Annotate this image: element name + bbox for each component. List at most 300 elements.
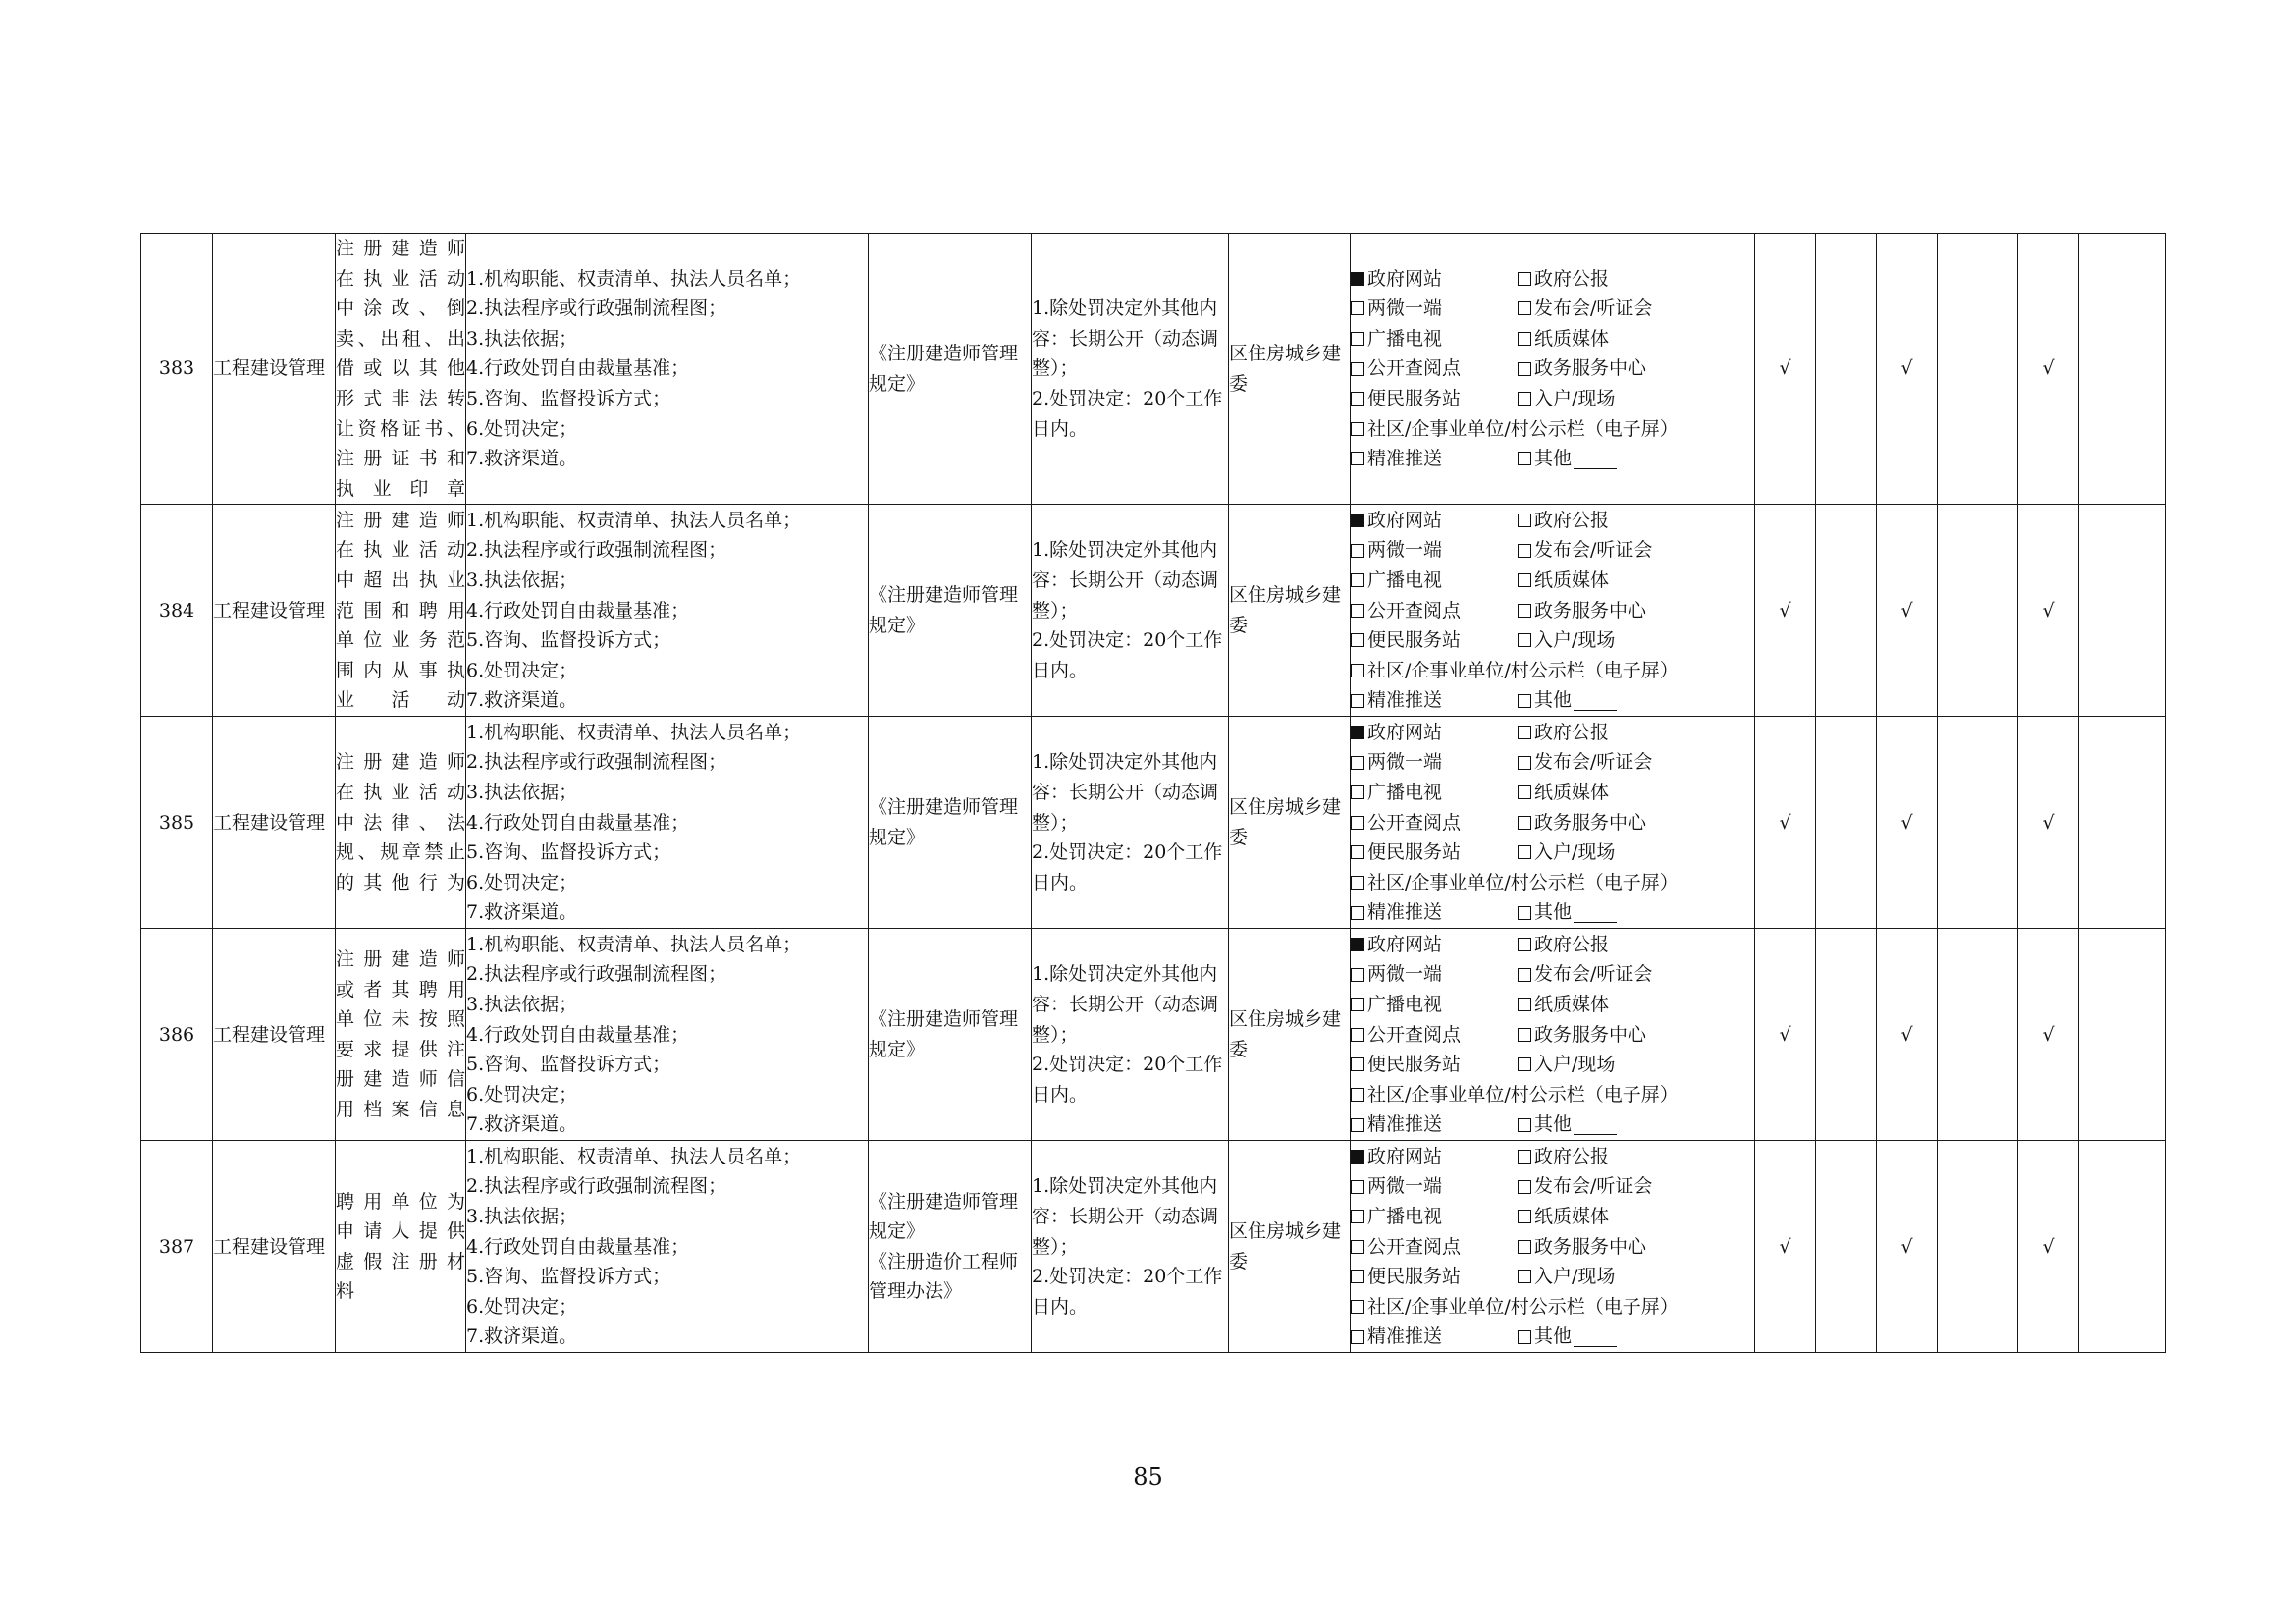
channel-label: 精准推送: [1367, 901, 1443, 924]
channel-option[interactable]: [1351, 685, 1518, 716]
channel-option[interactable]: [1351, 324, 1518, 354]
channel-option[interactable]: [1518, 444, 1617, 474]
table-row: [141, 1141, 2166, 1353]
channel-label: 精准推送: [1367, 1113, 1443, 1136]
checkbox-icon[interactable]: [1351, 1240, 1364, 1254]
channel-option[interactable]: [1518, 1142, 1609, 1172]
checkbox-icon[interactable]: [1518, 362, 1531, 376]
checkbox-icon[interactable]: [1351, 968, 1364, 982]
basis-line: 《注册建造师管理规定》: [869, 1190, 1019, 1243]
checkbox-icon[interactable]: [1518, 392, 1531, 406]
channel-option[interactable]: [1351, 808, 1518, 839]
time-cell: [1032, 717, 1229, 929]
basis-line: 《注册建造师管理规定》: [869, 343, 1019, 395]
channel-label: 公开查阅点: [1367, 811, 1462, 834]
checkbox-icon[interactable]: [1518, 756, 1531, 770]
check-cell: [1877, 717, 1938, 929]
channel-row: [1351, 990, 1754, 1020]
check-cell: [1755, 234, 1816, 505]
channel-label: 两微一端: [1367, 1175, 1443, 1198]
channel-option[interactable]: [1351, 414, 1679, 445]
matter-line: 虚假注册材: [336, 1250, 465, 1272]
item-number-cell: [141, 505, 213, 717]
content-line: 4.行政处罚自由裁量基准；: [466, 357, 690, 380]
channel-label: 发布会/听证会: [1534, 963, 1653, 986]
checkbox-icon[interactable]: [1351, 633, 1364, 647]
checkbox-icon[interactable]: [1518, 1240, 1531, 1254]
channel-option[interactable]: [1518, 384, 1615, 414]
channel-option[interactable]: [1518, 1322, 1617, 1352]
channel-label: 政府网站: [1367, 933, 1443, 955]
category-cell: [213, 929, 336, 1141]
checkbox-icon[interactable]: [1351, 876, 1364, 890]
channel-label: 政府公报: [1534, 509, 1610, 531]
matter-line: 在执业活动: [336, 781, 465, 803]
content-line: 6.处罚决定；: [466, 1083, 578, 1106]
check-cell: [2079, 234, 2166, 505]
fill-in-blank[interactable]: [1574, 1114, 1617, 1135]
checkbox-icon[interactable]: [1518, 1210, 1531, 1223]
channel-label: 入户/现场: [1534, 1266, 1616, 1288]
matter-line: 中涂改、倒: [336, 298, 465, 320]
checkbox-icon[interactable]: [1518, 633, 1531, 647]
channels-cell: [1351, 929, 1755, 1141]
check-cell: [1816, 717, 1877, 929]
content-line: 3.执法依据；: [466, 327, 578, 350]
checkbox-icon[interactable]: [1351, 845, 1364, 859]
content-line: 6.处罚决定；: [466, 871, 578, 893]
category-text: 工程建设管理: [213, 599, 326, 622]
channel-option[interactable]: [1518, 535, 1652, 566]
checkbox-icon[interactable]: [1351, 756, 1364, 770]
channel-option[interactable]: [1518, 718, 1609, 748]
channel-option[interactable]: [1351, 897, 1518, 928]
check-cell: [2018, 234, 2079, 505]
channel-option[interactable]: [1351, 1171, 1518, 1202]
content-cell: [466, 929, 869, 1141]
channel-label: 发布会/听证会: [1534, 1175, 1653, 1198]
channel-option[interactable]: [1351, 1292, 1679, 1323]
channel-option[interactable]: [1518, 1262, 1615, 1292]
channel-label: 纸质媒体: [1534, 327, 1610, 350]
check-mark: √: [2042, 811, 2055, 834]
basis-line: 《注册造价工程师管理办法》: [869, 1250, 1019, 1303]
channels-cell: [1351, 234, 1755, 505]
content-line: 7.救济渠道。: [466, 689, 578, 712]
channel-row: [1351, 897, 1754, 928]
check-cell: [2079, 505, 2166, 717]
check-cell: [2079, 929, 2166, 1141]
channel-option[interactable]: [1351, 1142, 1518, 1172]
channel-label: 政府网站: [1367, 267, 1443, 290]
channel-label: 入户/现场: [1534, 841, 1616, 864]
matter-line: 规、规章禁止: [336, 841, 465, 864]
checkbox-icon[interactable]: [1351, 1330, 1364, 1344]
channel-label: 两微一端: [1367, 751, 1443, 774]
fill-in-blank[interactable]: [1574, 449, 1617, 469]
check-mark: √: [1900, 357, 1913, 380]
check-cell: [2018, 717, 2079, 929]
matter-line: 申请人提供: [336, 1220, 465, 1243]
checkbox-icon[interactable]: [1351, 1028, 1364, 1042]
channel-option[interactable]: [1351, 778, 1518, 808]
channel-option[interactable]: [1351, 294, 1518, 324]
channel-label: 便民服务站: [1367, 1054, 1462, 1076]
channel-label: 社区/企事业单位/村公示栏（电子屏）: [1367, 659, 1679, 681]
channel-option[interactable]: [1518, 566, 1609, 596]
channel-option[interactable]: [1351, 747, 1518, 778]
channel-row: [1351, 1232, 1754, 1263]
channel-option[interactable]: [1518, 747, 1652, 778]
checkbox-icon[interactable]: [1351, 1210, 1364, 1223]
fill-in-blank[interactable]: [1574, 902, 1617, 923]
content-cell: [466, 717, 869, 929]
channel-row: [1351, 535, 1754, 566]
checkbox-icon[interactable]: [1518, 1180, 1531, 1194]
checkbox-icon[interactable]: [1518, 1028, 1531, 1042]
checkbox-icon[interactable]: [1518, 845, 1531, 859]
time-line: 2.处罚决定：20个工作日内。: [1032, 387, 1223, 440]
checkbox-icon[interactable]: [1518, 1150, 1531, 1164]
table-body: [141, 234, 2166, 1353]
checkbox-icon[interactable]: [1518, 544, 1531, 558]
channel-option[interactable]: [1518, 294, 1652, 324]
matter-line: 或者其聘用: [336, 978, 465, 1001]
content-line: 7.救济渠道。: [466, 901, 578, 924]
channel-row: [1351, 959, 1754, 990]
channel-label: 其他: [1534, 1326, 1573, 1348]
channel-option[interactable]: [1518, 506, 1609, 536]
matter-line: 范围和聘用: [336, 599, 465, 622]
channel-row: [1351, 778, 1754, 808]
checkbox-icon[interactable]: [1518, 1118, 1531, 1132]
check-mark: √: [1900, 599, 1913, 622]
check-cell: [1816, 929, 1877, 1141]
channel-label: 精准推送: [1367, 1326, 1443, 1348]
channel-label: 政府公报: [1534, 267, 1610, 290]
channel-label: 社区/企事业单位/村公示栏（电子屏）: [1367, 1295, 1679, 1318]
checkbox-icon[interactable]: [1351, 362, 1364, 376]
channel-label: 政务服务中心: [1534, 357, 1647, 380]
time-line: 1.除处罚决定外其他内容：长期公开（动态调整）；: [1032, 751, 1219, 834]
channel-label: 其他: [1534, 689, 1573, 712]
channel-row: [1351, 656, 1754, 686]
checked-box-icon[interactable]: [1351, 1150, 1364, 1164]
checkbox-icon[interactable]: [1518, 968, 1531, 982]
content-line: 4.行政处罚自由裁量基准；: [466, 599, 690, 622]
time-line: 1.除处罚决定外其他内容：长期公开（动态调整）；: [1032, 963, 1219, 1046]
checkbox-icon[interactable]: [1518, 604, 1531, 618]
channel-label: 发布会/听证会: [1534, 298, 1653, 320]
category-text: 工程建设管理: [213, 1023, 326, 1046]
channel-row: [1351, 566, 1754, 596]
checkbox-icon[interactable]: [1518, 694, 1531, 708]
time-cell: [1032, 234, 1229, 505]
channel-option[interactable]: [1351, 506, 1518, 536]
channels-cell: [1351, 505, 1755, 717]
channel-option[interactable]: [1351, 1110, 1518, 1140]
channel-option[interactable]: [1518, 596, 1646, 626]
channel-label: 便民服务站: [1367, 841, 1462, 864]
responsible-body: 区住房城乡建委: [1229, 584, 1342, 636]
channel-option[interactable]: [1351, 1080, 1679, 1110]
channel-label: 公开查阅点: [1367, 1023, 1462, 1046]
fill-in-blank[interactable]: [1574, 690, 1617, 711]
channel-option[interactable]: [1351, 990, 1518, 1020]
channel-row: [1351, 506, 1754, 536]
check-cell: [1816, 1141, 1877, 1353]
matter-line: 在执业活动: [336, 267, 465, 290]
channel-option[interactable]: [1518, 808, 1646, 839]
checkbox-icon[interactable]: [1351, 1180, 1364, 1194]
channel-option[interactable]: [1518, 778, 1609, 808]
checkbox-icon[interactable]: [1351, 1118, 1364, 1132]
channel-option[interactable]: [1351, 353, 1518, 384]
matter-line: 聘用单位为: [336, 1190, 465, 1213]
checkbox-icon[interactable]: [1518, 726, 1531, 739]
check-mark: √: [1779, 599, 1791, 622]
checkbox-icon[interactable]: [1351, 544, 1364, 558]
channel-label: 公开查阅点: [1367, 357, 1462, 380]
table-row: [141, 929, 2166, 1141]
checkbox-icon[interactable]: [1351, 1300, 1364, 1314]
responsible-body: 区住房城乡建委: [1229, 796, 1342, 848]
channel-option[interactable]: [1518, 1050, 1615, 1080]
time-line: 2.处罚决定：20个工作日内。: [1032, 629, 1223, 681]
channel-row: [1351, 808, 1754, 839]
checkbox-icon[interactable]: [1351, 1057, 1364, 1071]
channel-option[interactable]: [1351, 566, 1518, 596]
check-cell: [1816, 505, 1877, 717]
matter-line: 注册证书和: [336, 448, 465, 470]
matter-line: 册建造师信: [336, 1068, 465, 1091]
channel-label: 精准推送: [1367, 448, 1443, 470]
channel-option[interactable]: [1518, 1020, 1646, 1051]
channel-row: [1351, 294, 1754, 324]
checkbox-icon[interactable]: [1518, 301, 1531, 315]
channel-option[interactable]: [1518, 685, 1617, 716]
checked-box-icon[interactable]: [1351, 938, 1364, 951]
channel-option[interactable]: [1518, 1232, 1646, 1263]
check-cell: [1755, 505, 1816, 717]
channel-row: [1351, 444, 1754, 474]
channel-option[interactable]: [1518, 838, 1615, 868]
table-row: [141, 505, 2166, 717]
channel-label: 社区/企事业单位/村公示栏（电子屏）: [1367, 1083, 1679, 1106]
channel-option[interactable]: [1351, 535, 1518, 566]
channel-option[interactable]: [1351, 718, 1518, 748]
channel-option[interactable]: [1351, 264, 1518, 295]
check-cell: [2018, 1141, 2079, 1353]
checkbox-icon[interactable]: [1351, 422, 1364, 436]
channel-option[interactable]: [1351, 656, 1679, 686]
channel-row: [1351, 1110, 1754, 1140]
channel-option[interactable]: [1518, 625, 1615, 656]
channel-label: 公开查阅点: [1367, 1235, 1462, 1258]
checkbox-icon[interactable]: [1518, 938, 1531, 951]
category-cell: [213, 505, 336, 717]
channel-option[interactable]: [1518, 990, 1609, 1020]
basis-cell: [869, 717, 1032, 929]
content-cell: [466, 234, 869, 505]
matter-line: 注册建造师: [336, 751, 465, 774]
category-cell: [213, 1141, 336, 1353]
channel-row: [1351, 1202, 1754, 1232]
checkbox-icon[interactable]: [1351, 785, 1364, 799]
checked-box-icon[interactable]: [1351, 514, 1364, 527]
channel-row: [1351, 384, 1754, 414]
fill-in-blank[interactable]: [1574, 1326, 1617, 1347]
channel-row: [1351, 264, 1754, 295]
checkbox-icon[interactable]: [1351, 816, 1364, 830]
checkbox-icon[interactable]: [1518, 1270, 1531, 1283]
checkbox-icon[interactable]: [1518, 514, 1531, 527]
channel-label: 广播电视: [1367, 327, 1443, 350]
checked-box-icon[interactable]: [1351, 726, 1364, 739]
time-line: 1.除处罚决定外其他内容：长期公开（动态调整）；: [1032, 1175, 1219, 1258]
channel-option[interactable]: [1351, 838, 1518, 868]
content-line: 4.行政处罚自由裁量基准；: [466, 811, 690, 834]
content-line: 1.机构职能、权责清单、执法人员名单；: [466, 1145, 802, 1167]
checkbox-icon[interactable]: [1518, 816, 1531, 830]
checkbox-icon[interactable]: [1518, 272, 1531, 286]
channel-option[interactable]: [1518, 324, 1609, 354]
checkbox-icon[interactable]: [1518, 1330, 1531, 1344]
checkbox-icon[interactable]: [1351, 604, 1364, 618]
content-line: 5.咨询、监督投诉方式；: [466, 1054, 671, 1076]
channel-option[interactable]: [1518, 353, 1646, 384]
channel-option[interactable]: [1351, 959, 1518, 990]
channel-option[interactable]: [1518, 1110, 1617, 1140]
check-cell: [1938, 717, 2018, 929]
channel-label: 纸质媒体: [1534, 568, 1610, 591]
checkbox-icon[interactable]: [1518, 332, 1531, 346]
channel-option[interactable]: [1518, 1171, 1652, 1202]
table-row: [141, 717, 2166, 929]
channel-row: [1351, 1171, 1754, 1202]
basis-line: 《注册建造师管理规定》: [869, 584, 1019, 636]
matter-line: 的其他行为: [336, 871, 465, 893]
check-cell: [1877, 929, 1938, 1141]
channel-label: 其他: [1534, 1113, 1573, 1136]
checkbox-icon[interactable]: [1518, 1057, 1531, 1071]
check-cell: [2018, 505, 2079, 717]
checkbox-icon[interactable]: [1351, 998, 1364, 1011]
channel-label: 两微一端: [1367, 963, 1443, 986]
check-mark: √: [1779, 1235, 1791, 1258]
checkbox-icon[interactable]: [1518, 998, 1531, 1011]
checkbox-icon[interactable]: [1518, 573, 1531, 587]
matter-cell: [336, 505, 466, 717]
channel-row: [1351, 353, 1754, 384]
channel-option[interactable]: [1351, 384, 1518, 414]
channel-label: 政府网站: [1367, 509, 1443, 531]
content-line: 3.执法依据；: [466, 781, 578, 803]
category-text: 工程建设管理: [213, 357, 326, 380]
content-cell: [466, 505, 869, 717]
item-number: 384: [158, 599, 195, 622]
channel-option[interactable]: [1351, 1020, 1518, 1051]
item-number: 387: [158, 1235, 195, 1258]
matter-line: 注册建造师: [336, 238, 465, 259]
matter-cell: [336, 929, 466, 1141]
channel-row: [1351, 930, 1754, 960]
channel-row: [1351, 1322, 1754, 1352]
channel-row: [1351, 868, 1754, 898]
channel-option[interactable]: [1351, 930, 1518, 960]
item-number: 383: [158, 357, 195, 380]
time-cell: [1032, 929, 1229, 1141]
channel-option[interactable]: [1351, 596, 1518, 626]
checkbox-icon[interactable]: [1351, 664, 1364, 677]
content-cell: [466, 1141, 869, 1353]
responsible-body-cell: [1229, 929, 1351, 1141]
checkbox-icon[interactable]: [1351, 392, 1364, 406]
check-mark: √: [2042, 1235, 2055, 1258]
channel-option[interactable]: [1351, 1202, 1518, 1232]
content-line: 6.处罚决定；: [466, 1295, 578, 1318]
channel-option[interactable]: [1518, 1202, 1609, 1232]
checkbox-icon[interactable]: [1351, 573, 1364, 587]
checkbox-icon[interactable]: [1351, 694, 1364, 708]
check-cell: [1938, 505, 2018, 717]
checkbox-icon[interactable]: [1518, 452, 1531, 465]
category-cell: [213, 717, 336, 929]
checkbox-icon[interactable]: [1351, 1088, 1364, 1102]
matter-line: 单位未按照: [336, 1008, 465, 1031]
checkbox-icon[interactable]: [1518, 785, 1531, 799]
content-line: 1.机构职能、权责清单、执法人员名单；: [466, 267, 802, 290]
channel-option[interactable]: [1351, 1262, 1518, 1292]
checkbox-icon[interactable]: [1351, 452, 1364, 465]
channel-option[interactable]: [1518, 930, 1609, 960]
item-number-cell: [141, 929, 213, 1141]
checkbox-icon[interactable]: [1351, 301, 1364, 315]
channel-option[interactable]: [1351, 444, 1518, 474]
channel-label: 其他: [1534, 448, 1573, 470]
content-line: 6.处罚决定；: [466, 417, 578, 440]
channel-option[interactable]: [1351, 625, 1518, 656]
channel-row: [1351, 747, 1754, 778]
time-line: 2.处罚决定：20个工作日内。: [1032, 1054, 1223, 1106]
checkbox-icon[interactable]: [1351, 1270, 1364, 1283]
channel-label: 政府公报: [1534, 721, 1610, 743]
check-mark: √: [2042, 1023, 2055, 1046]
disclosure-table: [140, 233, 2166, 1353]
checkbox-icon[interactable]: [1351, 906, 1364, 920]
channel-option[interactable]: [1351, 1050, 1518, 1080]
checkbox-icon[interactable]: [1518, 906, 1531, 920]
matter-line: 单位业务范: [336, 629, 465, 652]
channel-option[interactable]: [1351, 1232, 1518, 1263]
channel-label: 社区/企事业单位/村公示栏（电子屏）: [1367, 417, 1679, 440]
channel-option[interactable]: [1351, 868, 1679, 898]
channel-option[interactable]: [1351, 1322, 1518, 1352]
content-line: 2.执法程序或行政强制流程图；: [466, 751, 727, 774]
checkbox-icon[interactable]: [1351, 332, 1364, 346]
channel-option[interactable]: [1518, 264, 1609, 295]
channel-option[interactable]: [1518, 897, 1617, 928]
content-line: 1.机构职能、权责清单、执法人员名单；: [466, 509, 802, 531]
responsible-body: 区住房城乡建委: [1229, 343, 1342, 395]
channel-label: 政府公报: [1534, 933, 1610, 955]
channel-label: 公开查阅点: [1367, 599, 1462, 622]
content-line: 4.行政处罚自由裁量基准；: [466, 1235, 690, 1258]
table-row: [141, 234, 2166, 505]
channel-label: 政务服务中心: [1534, 599, 1647, 622]
checked-box-icon[interactable]: [1351, 272, 1364, 286]
channel-option[interactable]: [1518, 959, 1652, 990]
